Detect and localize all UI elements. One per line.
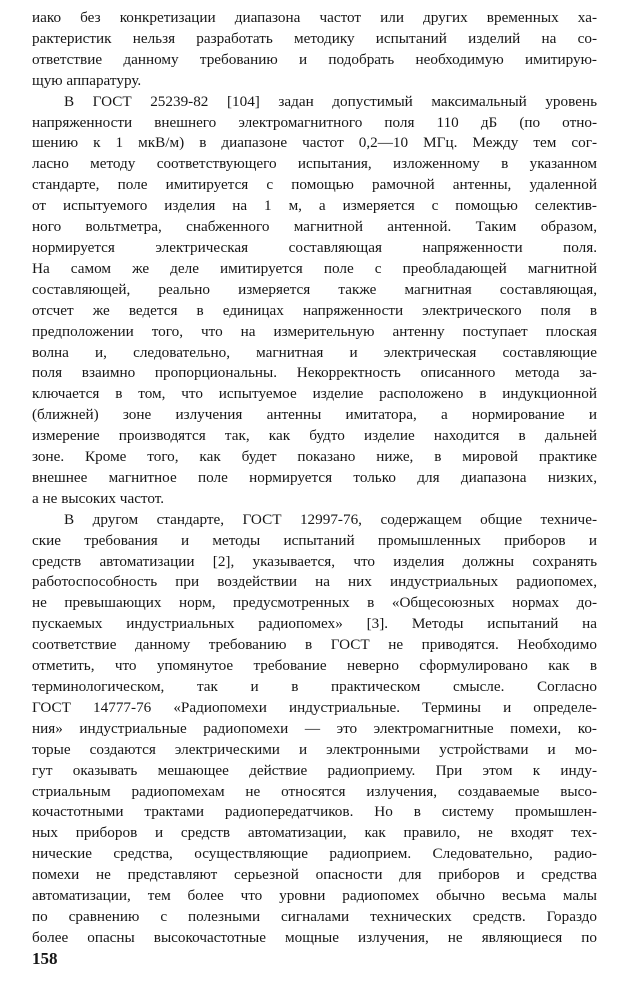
text-line: В другом стандарте, ГОСТ 12997-76, содержащем общие техниче- <box>64 510 597 528</box>
text-line: по сравнению с полезными сигналами технических средств. Гораздо <box>32 907 597 925</box>
text-line: щую аппаратуру. <box>32 71 142 89</box>
text-line: гут оказывать мешающее действие радиоприему. При этом к инду- <box>32 761 597 779</box>
paragraph-1 <box>32 8 597 92</box>
paragraph-2 <box>32 92 597 510</box>
text-line: работоспособность при воздействии на них индустриальных радиопомех, <box>32 573 597 591</box>
text-line: ласно методу соответствующего испытания, изложенному в указанном <box>32 155 597 173</box>
text-line: измерение производятся так, как будто изделие находится в дальней <box>32 427 597 445</box>
text-line: терминологическом, так и в практическом смысле. Согласно <box>32 678 597 695</box>
text-line: отметить, что упомянутое требование неверно сформулировано как в <box>32 657 597 675</box>
text-line: волна и, следовательно, магнитная и электрическая составляющие <box>32 343 597 361</box>
text-line: иако без конкретизации диапазона частот или других временных ха- <box>32 9 597 26</box>
text-line: рактеристик нельзя разработать методику испытаний изделий на со- <box>32 29 597 47</box>
text-line: ответствие данному требованию и подобрать необходимую имитирую- <box>32 50 597 68</box>
text-line: помехи не представляют серьезной опасности для приборов и средства <box>32 866 597 884</box>
text-line: ных приборов и средств автоматизации, как правило, не входят тех- <box>32 824 597 842</box>
text-line: зоне. Кроме того, как будет показано ниже, в мировой практике <box>32 448 597 466</box>
text-line: соответствие данному требованию в ГОСТ не приводятся. Необходимо <box>32 636 597 654</box>
text-line: не превышающих норм, предусмотренных в «Общесоюзных нормах до- <box>32 594 597 612</box>
paragraph-3 <box>32 510 597 949</box>
text-line: торые создаются электрическими и электронными устройствами и мо- <box>32 740 597 758</box>
text-line: ские требования и методы испытаний промышленных приборов и <box>32 531 597 549</box>
text-line: ния» индустриальные радиопомехи — это электромагнитные помехи, ко- <box>32 719 597 737</box>
text-line: ключается в том, что испытуемое изделие расположено в индукционной <box>32 385 597 403</box>
text-line: На самом же деле имитируется поле с преобладающей магнитной <box>32 259 597 277</box>
text-line: составляющей, реально измеряется также магнитная составляющая, <box>32 280 597 298</box>
text-line: отсчет же ведется в единицах напряженности электрического поля в <box>32 301 597 319</box>
text-line: стриальным радиопомехам не относятся излучения, создаваемые высо- <box>32 782 597 800</box>
text-line: пускаемых индустриальных радиопомех» [3]. Методы испытаний на <box>32 615 597 633</box>
text-line: внешнее магнитное поле нормируется только для диапазона низких, <box>32 468 597 486</box>
text-line: шению к 1 мкВ/м) в диапазоне частот 0,2—10 МГц. Между тем сог- <box>32 134 597 152</box>
text-line: средств автоматизации [2], указывается, что изделия должны сохранять <box>32 552 597 570</box>
text-line: нические средства, осуществляющие радиоприем. Следовательно, радио- <box>32 845 597 863</box>
text-line: кочастотными трактами радиопередатчиков. Но в систему промышлен- <box>32 803 597 821</box>
text-line: ГОСТ 14777-76 «Радиопомехи индустриальные. Термины и определе- <box>32 698 597 716</box>
text-line: напряженности внешнего электромагнитного поля 110 дБ (по отно- <box>32 113 597 131</box>
text-line: стандарте, поле имитируется с помощью рамочной антенны, удаленной <box>32 176 597 194</box>
text-line: нормируется электрическая составляющая напряженности поля. <box>32 238 597 256</box>
text-line: автоматизации, тем более что уровни радиопомех обычно весьма малы <box>32 887 597 905</box>
text-line: ного вольтметра, снабженного магнитной антенной. Таким образом, <box>32 218 597 236</box>
text-line: поля взаимно пропорциональны. Некорректность описанного метода за- <box>32 364 597 382</box>
text-line: от испытуемого изделия на 1 м, а измеряется с помощью селектив- <box>32 197 597 215</box>
text-line: а не высоких частот. <box>32 489 165 507</box>
page-body-text <box>32 8 597 949</box>
text-line: (ближней) зоне излучения антенны имитатора, а нормирование и <box>32 406 597 424</box>
page-number: 158 <box>32 949 58 968</box>
text-line: более опасны высокочастотные мощные излучения, не являющиеся по <box>32 928 597 946</box>
text-line: В ГОСТ 25239-82 [104] задан допустимый максимальный уровень <box>64 92 597 110</box>
text-line: предположении того, что на измерительную антенну поступает плоская <box>32 322 597 340</box>
